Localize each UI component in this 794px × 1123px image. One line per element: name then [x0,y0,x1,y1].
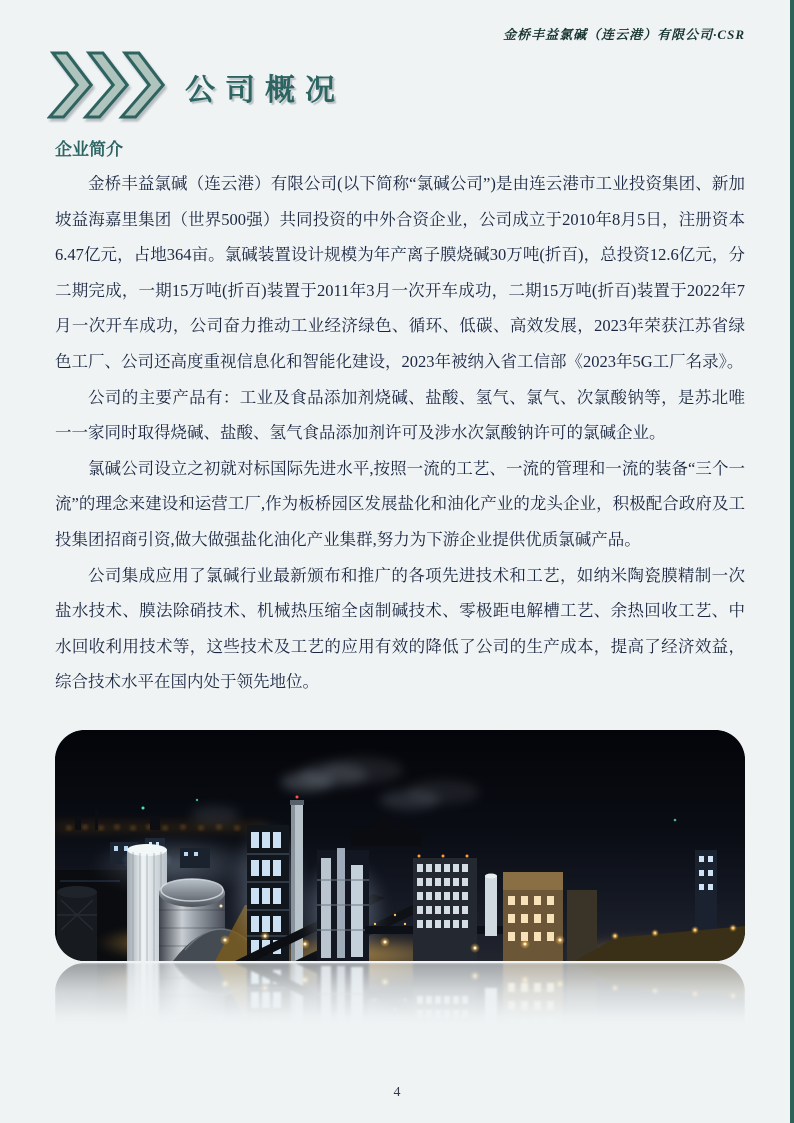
section-heading: 企业简介 [55,140,123,159]
plant-night-photo [55,730,745,961]
paragraph-company-overview: 金桥丰益氯碱（连云港）有限公司(以下简称“氯碱公司”)是由连云港市工业投资集团、新加坡益海嘉里集团（世界500强）共同投资的中外合资企业，公司成立于2010年8月5日，注册资本6.47亿元，占地364亩。氯碱装置设计规模为年产离子膜烧碱30万吨(折百)，总投资12.6亿元，分二期完成，一期15万吨(折百)装置于2011年3月一次开车成功，二期15万吨(折百)装置于2022年7月一次开车成功，公司奋力推动工业经济绿色、循环、低碳、高效发展，2023年荣获江苏省绿色工厂、公司还高度重视信息化和智能化建设，2023年被纳入省工信部《2023年5G工厂名录》。 [55,174,745,371]
paragraph-three-firsts: 氯碱公司设立之初就对标国际先进水平,按照一流的工艺、一流的管理和一流的装备“三个一流”的理念来建设和运营工厂,作为板桥园区发展盐化和油化产业的龙头企业，积极配合政府及工投集团招商引资,做大做强盐化油化产业集群,努力为下游企业提供优质氯碱产品。 [55,458,745,549]
chapter-title-block [47,53,794,121]
plant-photo-reflection [55,963,745,1025]
paragraph-main-products: 公司的主要产品有：工业及食品添加剂烧碱、盐酸、氢气、氯气、次氯酸钠等，是苏北唯一一家同时取得烧碱、盐酸、氢气食品添加剂许可及涉水次氯酸钠许可的氯碱企业。 [55,387,745,443]
triple-chevron-right-icon [47,51,169,124]
intro-text [55,166,745,700]
page-number: 4 [393,1084,401,1100]
reflection-fade-overlay [55,963,745,1025]
page-edge-accent-bar [790,0,794,1123]
chapter-title: 公司概况 [185,74,345,107]
plant-photo-figure [55,730,745,1025]
page-header-company: 金桥丰益氯碱（连云港）有限公司·CSR [503,27,745,42]
paragraph-advanced-tech: 公司集成应用了氯碱行业最新颁布和推广的各项先进技术和工艺，如纳米陶瓷膜精制一次盐水技术、膜法除硝技术、机械热压缩全卤制碱技术、零极距电解槽工艺、余热回收工艺、中水回收利用技术等，这些技术及工艺的应用有效的降低了公司的生产成本，提高了经济效益，综合技术水平在国内处于领先地位。 [55,565,745,692]
